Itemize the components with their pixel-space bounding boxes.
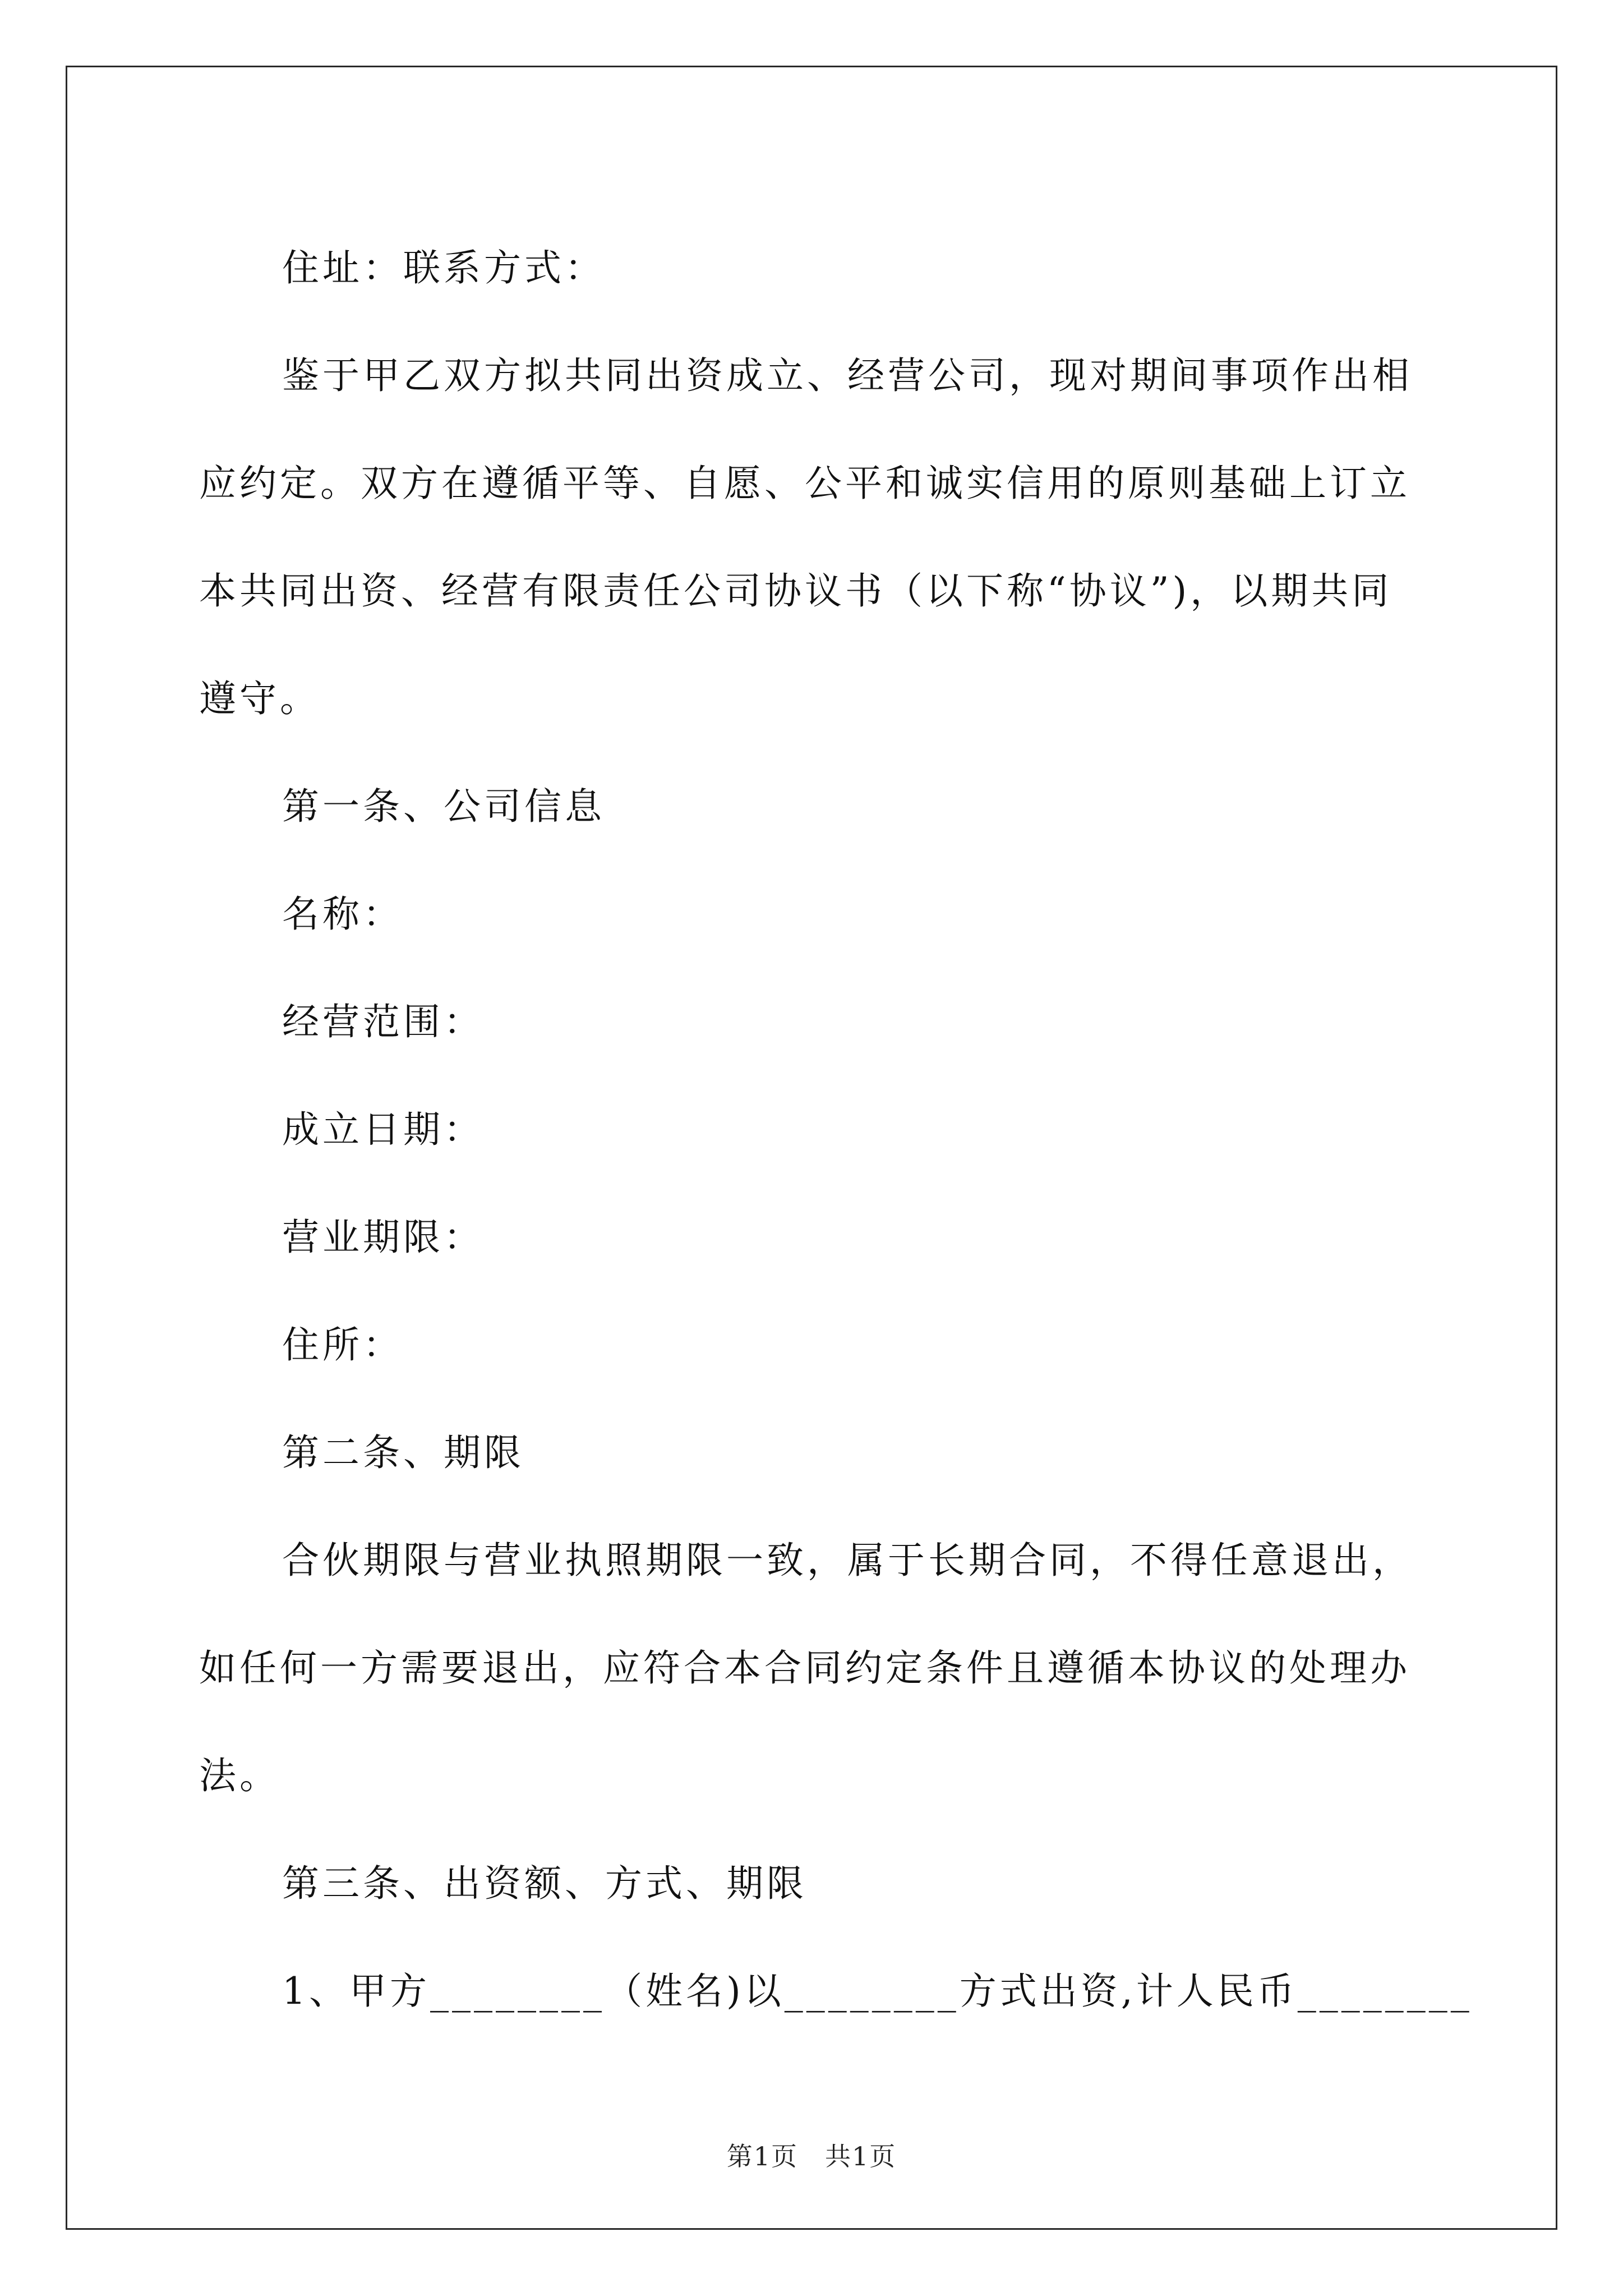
preamble-paragraph: 鉴于甲乙双方拟共同出资成立、经营公司，现对期间事项作出相 应约定。双方在遵循平等、自愿、公平和诚实信用的原则基础上订立 本共同出资、经营有限责任公司协议书（以下称“协议”)，以期共同 遵守。 (199, 354, 1413, 720)
article-3-heading: 第三条、出资额、方式、期限 (282, 1862, 807, 1905)
article-2-heading: 第二条、期限 (282, 1431, 524, 1474)
business-scope-field: 经营范围： (282, 1000, 484, 1043)
address-contact-line: 住址：联系方式： (282, 246, 605, 289)
company-name-field: 名称： (282, 892, 403, 936)
document-body (199, 214, 1473, 2045)
page-number: 第1页 共1页 (726, 2141, 897, 2171)
domicile-field: 住所： (282, 1323, 403, 1366)
party-a-contribution-line: 1、甲方________（姓名)以________方式出资,计人民币________ (282, 1970, 1473, 2013)
article-1-heading: 第一条、公司信息 (282, 785, 605, 828)
establishment-date-field: 成立日期： (282, 1108, 484, 1151)
term-paragraph: 合伙期限与营业执照期限一致，属于长期合同，不得任意退出， 如任何一方需要退出，应符合本合同约定条件且遵循本协议的处理办 法。 (199, 1539, 1413, 1797)
business-term-field: 营业期限： (282, 1216, 484, 1259)
